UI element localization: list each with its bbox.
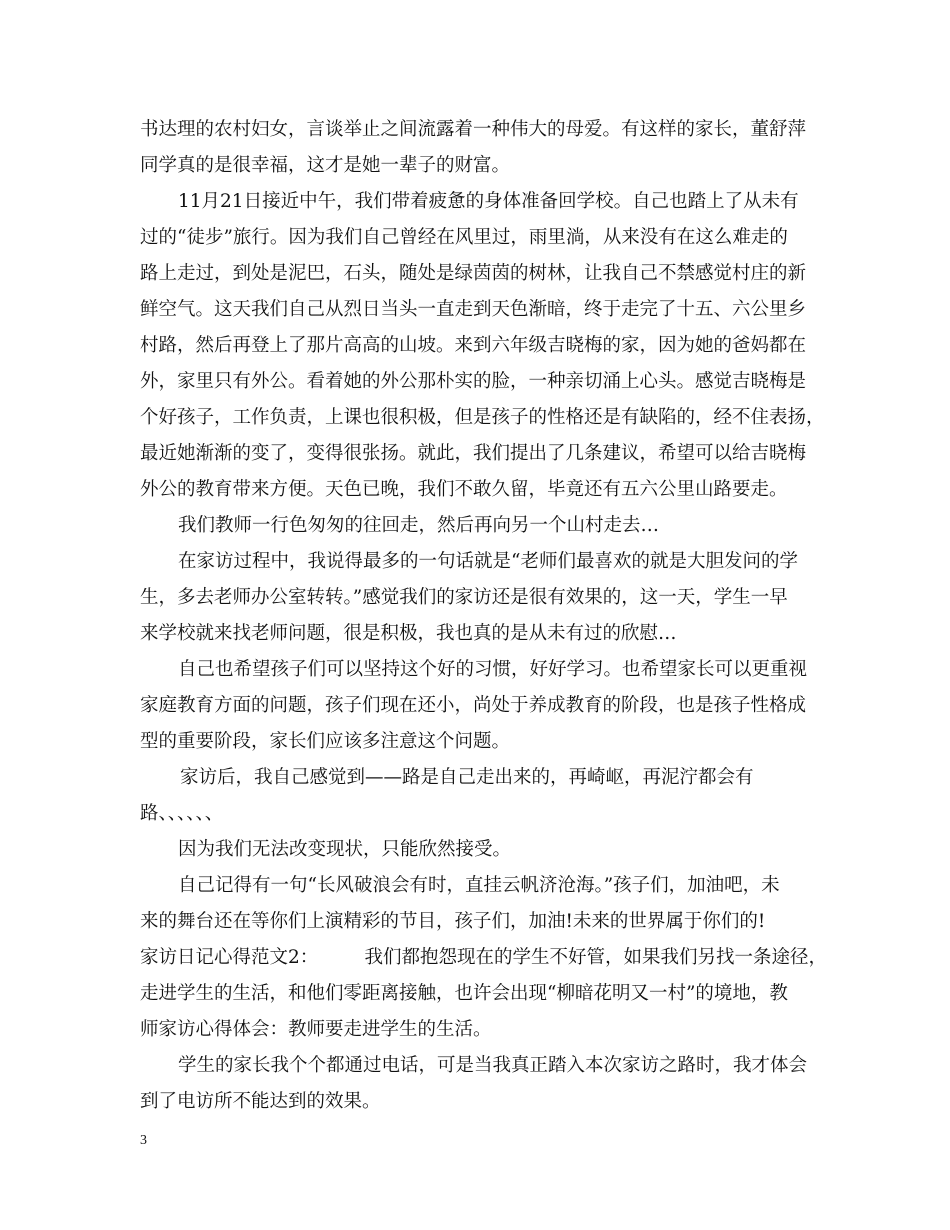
text-line: 鲜空气。这天我们自己从烈日当头一直走到天色渐暗，终于走完了十五、六公里乡 (140, 299, 807, 320)
text-line: 外，家里只有外公。看着她的外公那朴实的脸，一种亲切涌上心头。感觉吉晓梅是 (140, 371, 807, 392)
text-line: 外公的教育带来方便。天色已晚，我们不敢久留，毕竟还有五六公里山路要走。 (140, 479, 788, 500)
text-line: 走进学生的生活，和他们零距离接触，也许会出现“柳暗花明又一村”的境地，教 (140, 983, 788, 1004)
text-line: 家访后，我自己感觉到——路是自己走出来的，再崎岖，再泥泞都会有 (180, 767, 754, 788)
text-line: 过的“徒步”旅行。因为我们自己曾经在风里过，雨里淌，从来没有在这么难走的 (140, 227, 788, 248)
text-line: 在家访过程中，我说得最多的一句话就是“老师们最喜欢的就是大胆发问的学 (178, 551, 798, 572)
text-line: 11月21日接近中午，我们带着疲惫的身体准备回学校。自己也踏上了从未有 (178, 191, 799, 212)
page-number: 3 (140, 1133, 147, 1148)
text-line: 自己记得有一句“长风破浪会有时，直挂云帆济沧海。”孩子们，加油吧，未 (178, 875, 780, 896)
text-line: 路、、、、、、 (140, 803, 224, 824)
text-line: 路上走过，到处是泥巴，石头，随处是绿茵茵的树林，让我自己不禁感觉村庄的新 (140, 263, 807, 284)
text-line: 村路，然后再登上了那片高高的山坡。来到六年级吉晓梅的家，因为她的爸妈都在 (140, 335, 807, 356)
text-line: 型的重要阶段，家长们应该多注意这个问题。 (140, 731, 511, 752)
text-line: 因为我们无法改变现状，只能欣然接受。 (178, 839, 512, 860)
text-line: 家访日记心得范文2： 我们都抱怨现在的学生不好管，如果我们另找一条途径， (140, 947, 828, 968)
text-line: 来的舞台还在等你们上演精彩的节目，孩子们，加油!未来的世界属于你们的! (140, 911, 766, 932)
text-line: 生，多去老师办公室转转。”感觉我们的家访还是很有效果的，这一天，学生一早 (140, 587, 788, 608)
text-line: 师家访心得体会：教师要走进学生的生活。 (140, 1019, 492, 1040)
text-line: 家庭教育方面的问题，孩子们现在还小，尚处于养成教育的阶段，也是孩子性格成 (140, 695, 807, 716)
text-line: 我们教师一行色匆匆的往回走，然后再向另一个山村走去… (178, 515, 660, 536)
text-line: 个好孩子，工作负责，上课也很积极，但是孩子的性格还是有缺陷的，经不住表扬， (140, 407, 825, 428)
text-line: 到了电访所不能达到的效果。 (140, 1091, 381, 1112)
text-line: 同学真的是很幸福，这才是她一辈子的财富。 (140, 155, 511, 176)
text-line: 最近她渐渐的变了，变得很张扬。就此，我们提出了几条建议，希望可以给吉晓梅 (140, 443, 807, 464)
text-line: 来学校就来找老师问题，很是积极，我也真的是从未有过的欣慰… (140, 623, 677, 644)
text-line: 学生的家长我个个都通过电话，可是当我真正踏入本次家访之路时，我才体会 (178, 1055, 808, 1076)
text-line: 自己也希望孩子们可以坚持这个好的习惯，好好学习。也希望家长可以更重视 (178, 659, 808, 680)
text-line: 书达理的农村妇女，言谈举止之间流露着一种伟大的母爱。有这样的家长，董舒萍 (140, 119, 807, 140)
